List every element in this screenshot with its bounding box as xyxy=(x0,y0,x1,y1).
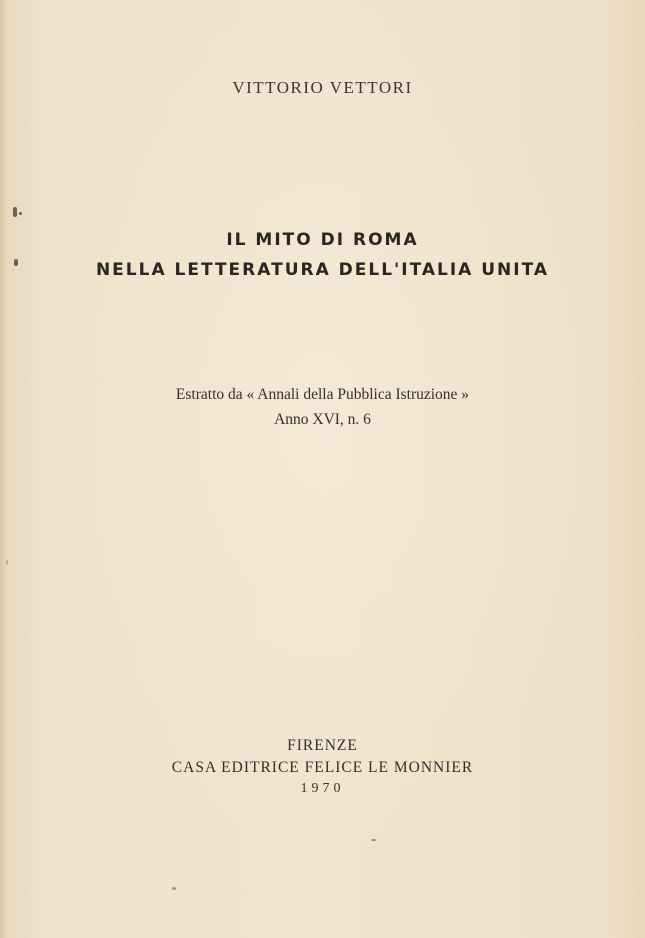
paper-speck xyxy=(13,207,17,217)
extract-issue-line: Anno XVI, n. 6 xyxy=(274,411,371,428)
extract-source-line: Estratto da « Annali della Pubblica Istruzione » xyxy=(175,386,470,403)
page-edge-shadow xyxy=(0,0,6,938)
title-line-2: NELLA LETTERATURA DELL'ITALIA UNITA xyxy=(95,260,550,280)
author-name: VITTORIO VETTORI xyxy=(232,78,413,97)
paper-speck xyxy=(19,212,22,215)
title-line-1: IL MITO DI ROMA xyxy=(226,230,419,250)
paper-speck xyxy=(172,887,176,890)
paper-speck xyxy=(14,259,18,266)
paper-speck xyxy=(6,560,8,565)
imprint-year: 1970 xyxy=(300,781,345,796)
imprint-city: FIRENZE xyxy=(287,737,358,754)
paper-speck xyxy=(371,839,376,841)
imprint-publisher: CASA EDITRICE FELICE LE MONNIER xyxy=(171,759,474,776)
